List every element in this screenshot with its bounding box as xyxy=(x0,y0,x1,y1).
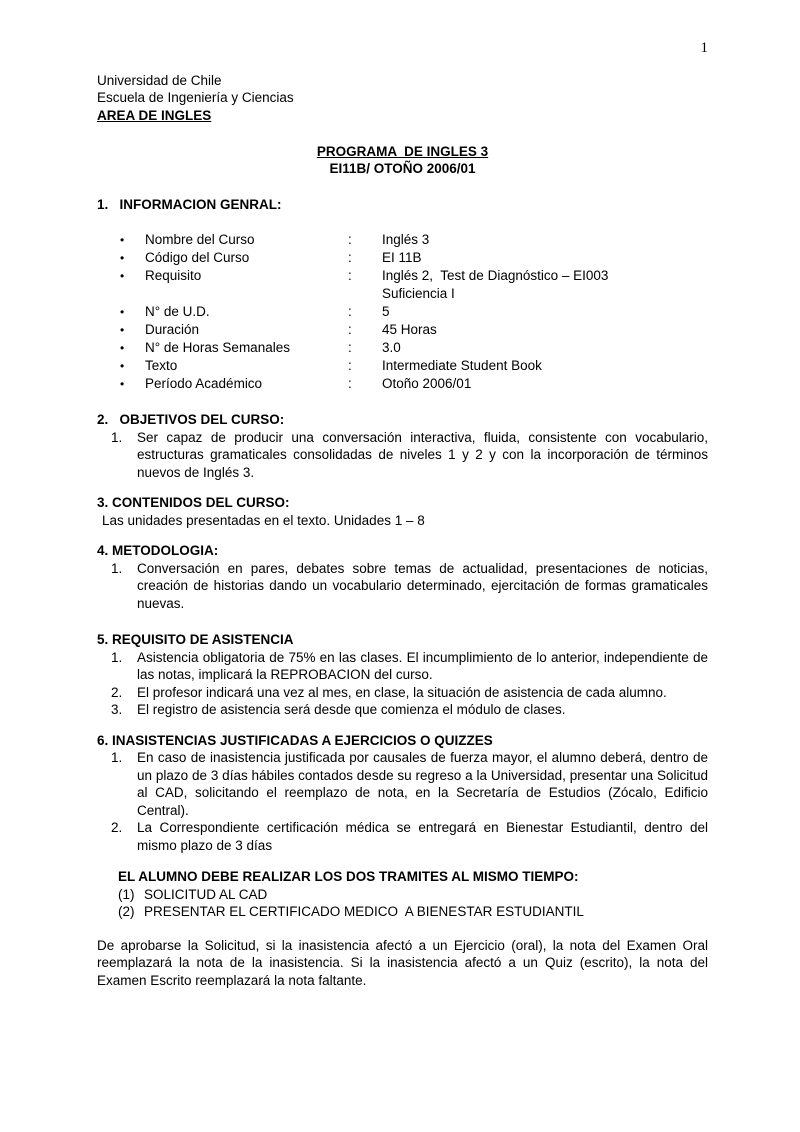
item-text: Asistencia obligatoria de 75% en las clases. El incumplimiento de lo anterior, independiente de las notas, implicará la REPROBACION del curso. xyxy=(137,649,708,683)
asistencia-item xyxy=(111,649,708,684)
asistencia-item xyxy=(111,684,708,702)
info-item-nombre xyxy=(120,231,708,249)
tramite-item xyxy=(118,903,708,921)
info-label: N° de Horas Semanales xyxy=(145,340,290,356)
section-2-heading: 2. OBJETIVOS DEL CURSO: xyxy=(97,412,285,428)
bullet-icon: • xyxy=(120,341,125,356)
info-value: 45 Horas xyxy=(382,322,437,338)
item-text: El registro de asistencia será desde que comienza el módulo de clases. xyxy=(137,702,566,718)
document-title-block xyxy=(97,143,708,177)
item-number: 1. xyxy=(111,429,123,445)
item-number: (2) xyxy=(118,904,135,920)
section-3-heading: 3. CONTENIDOS DEL CURSO: xyxy=(97,495,290,511)
info-item-ud xyxy=(120,303,708,321)
info-item-texto xyxy=(120,357,708,375)
item-text: En caso de inasistencia justificada por causales de fuerza mayor, el alumno deberá, dentro de un plazo de 3 días hábiles contados desde su regreso a la Universidad, presentar una Solicitud al CAD, solicitando el reemplazo de nota, en la Secretaría de Estudios (Zócalo, Edificio Central). xyxy=(137,750,708,818)
info-item-duracion xyxy=(120,321,708,339)
info-label: Requisito xyxy=(145,268,202,284)
info-separator: : xyxy=(348,358,352,374)
info-label: Texto xyxy=(145,358,178,374)
info-value: Intermediate Student Book xyxy=(382,358,542,374)
info-separator: : xyxy=(348,268,352,284)
document-header xyxy=(97,72,708,124)
page-number: 1 xyxy=(700,40,708,56)
tramite-item xyxy=(118,886,708,904)
info-label: N° de U.D. xyxy=(145,304,210,320)
item-text: PRESENTAR EL CERTIFICADO MEDICO A BIENESTAR ESTUDIANTIL xyxy=(144,904,584,920)
section-4-heading: 4. METODOLOGIA: xyxy=(97,543,219,559)
section-metodologia xyxy=(97,542,708,612)
section-objetivos xyxy=(97,411,708,481)
info-item-horas-semanales xyxy=(120,339,708,357)
info-item-periodo xyxy=(120,375,708,393)
item-number: (1) xyxy=(118,886,135,902)
metodologia-item xyxy=(111,560,708,613)
bullet-icon: • xyxy=(120,323,125,338)
item-text: SOLICITUD AL CAD xyxy=(144,886,268,902)
item-number: 3. xyxy=(111,702,123,718)
info-item-requisito xyxy=(120,267,708,303)
item-text: Ser capaz de producir una conversación interactiva, fluida, consistente con vocabulario, estructuras gramaticales consolidadas de niveles 1 y 2 y con la incorporación de términos nuevos de Inglés 3. xyxy=(137,429,708,480)
info-value: EI 11B xyxy=(382,250,422,266)
info-separator: : xyxy=(348,250,352,266)
info-value: 3.0 xyxy=(382,340,401,356)
inasistencias-item xyxy=(111,749,708,819)
info-item-codigo xyxy=(120,249,708,267)
item-text: El profesor indicará una vez al mes, en clase, la situación de asistencia de cada alumno. xyxy=(137,684,667,700)
info-label: Nombre del Curso xyxy=(145,232,255,248)
section-asistencia xyxy=(97,631,708,719)
section-contenidos xyxy=(97,494,708,529)
info-separator: : xyxy=(348,340,352,356)
course-info-list xyxy=(97,231,708,393)
contenidos-text: Las unidades presentadas en el texto. Unidades 1 – 8 xyxy=(102,512,425,528)
item-text: Conversación en pares, debates sobre temas de actualidad, presentaciones de noticias, creación de historias dando un vocabulario determinado, ejercitación de formas gramaticales nuevas. xyxy=(137,560,708,611)
bullet-icon: • xyxy=(120,251,125,266)
course-subtitle: EI11B/ OTOÑO 2006/01 xyxy=(329,160,476,176)
item-number: 2. xyxy=(111,684,123,700)
info-label: Período Académico xyxy=(145,376,263,392)
info-value: 5 xyxy=(382,304,390,320)
org-name: Universidad de Chile xyxy=(97,73,222,88)
section-1-heading: 1. INFORMACION GENRAL: xyxy=(97,196,282,212)
tramites-notice xyxy=(118,868,708,921)
info-separator: : xyxy=(348,376,352,392)
section-6-heading: 6. INASISTENCIAS JUSTIFICADAS A EJERCICIOS O QUIZZES xyxy=(97,732,493,748)
info-value: Inglés 3 xyxy=(382,232,430,248)
tramites-heading: EL ALUMNO DEBE REALIZAR LOS DOS TRAMITES AL MISMO TIEMPO: xyxy=(118,869,579,885)
bullet-icon: • xyxy=(120,305,125,320)
info-separator: : xyxy=(348,322,352,338)
section-inasistencias xyxy=(97,732,708,855)
bullet-icon: • xyxy=(120,269,125,284)
bullet-icon: • xyxy=(120,359,125,374)
asistencia-item xyxy=(111,701,708,719)
info-separator: : xyxy=(348,232,352,248)
info-separator: : xyxy=(348,304,352,320)
item-number: 2. xyxy=(111,820,123,836)
inasistencias-item xyxy=(111,819,708,854)
bullet-icon: • xyxy=(120,377,125,392)
section-5-heading: 5. REQUISITO DE ASISTENCIA xyxy=(97,632,294,648)
objetivos-item xyxy=(111,429,708,482)
school-name: Escuela de Ingeniería y Ciencias xyxy=(97,90,294,106)
item-number: 1. xyxy=(111,560,123,576)
info-value: Inglés 2, Test de Diagnóstico – EI003 Suficiencia I xyxy=(382,268,609,302)
closing-paragraph: De aprobarse la Solicitud, si la inasistencia afectó a un Ejercicio (oral), la nota del Examen Oral reemplazará la nota de la inasistencia. Si la inasistencia afectó a un Quiz (escrito), la nota del Examen Escrito reemplazará la nota faltante. xyxy=(97,937,708,988)
info-label: Código del Curso xyxy=(145,250,250,266)
item-number: 1. xyxy=(111,750,123,766)
item-number: 1. xyxy=(111,649,123,665)
bullet-icon: • xyxy=(120,233,125,248)
course-title: PROGRAMA DE INGLES 3 xyxy=(316,143,489,159)
area-heading: AREA DE INGLES xyxy=(97,107,212,123)
item-text: La Correspondiente certificación médica se entregará en Bienestar Estudiantil, dentro del mismo plazo de 3 días xyxy=(137,820,708,853)
info-label: Duración xyxy=(145,322,200,338)
info-value: Otoño 2006/01 xyxy=(382,376,472,392)
